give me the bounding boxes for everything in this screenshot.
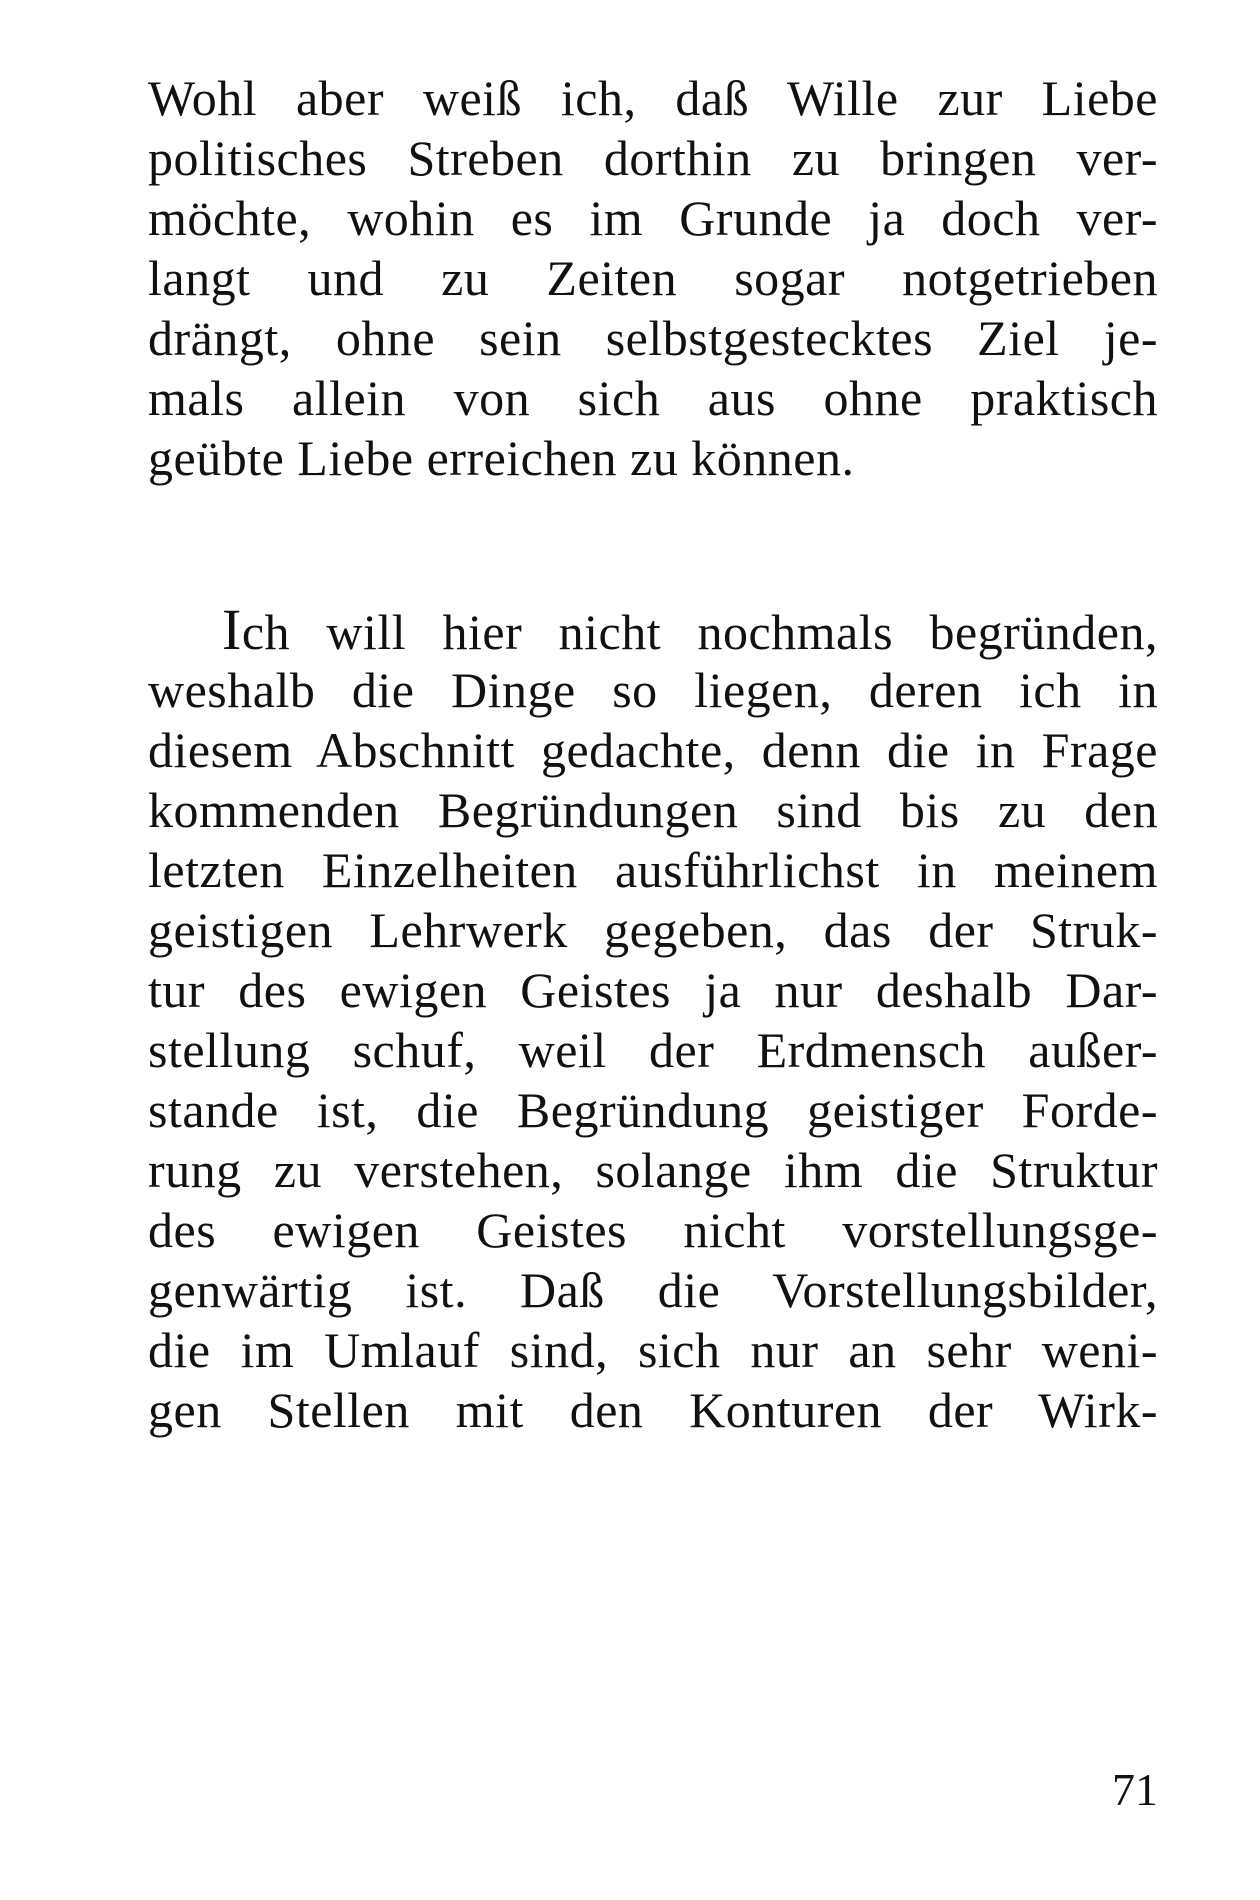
text-line: mals allein von sich aus ohne praktisch bbox=[148, 370, 1158, 426]
text-line-rest: ch will hier nicht nochmals begründen, bbox=[241, 604, 1158, 660]
text-line: geistigen Lehrwerk gegeben, das der Struk- bbox=[148, 902, 1158, 958]
text-line: tur des ewigen Geistes ja nur deshalb Dar- bbox=[148, 962, 1158, 1018]
initial-letter: I bbox=[222, 597, 242, 662]
text-line: diesem Abschnitt gedachte, denn die in Frage bbox=[148, 722, 1158, 778]
text-line: weshalb die Dinge so liegen, deren ich in bbox=[148, 662, 1158, 718]
text-line: langt und zu Zeiten sogar notgetrieben bbox=[148, 250, 1158, 306]
text-line: die im Umlauf sind, sich nur an sehr weni- bbox=[148, 1322, 1158, 1378]
text-line: drängt, ohne sein selbstgestecktes Ziel je- bbox=[148, 310, 1158, 366]
text-line: möchte, wohin es im Grunde ja doch ver- bbox=[148, 190, 1158, 246]
text-line: rung zu verstehen, solange ihm die Struktur bbox=[148, 1142, 1158, 1198]
text-line: des ewigen Geistes nicht vorstellungsge- bbox=[148, 1202, 1158, 1258]
text-line: geübte Liebe erreichen zu können. bbox=[148, 430, 855, 486]
text-line: gen Stellen mit den Konturen der Wirk- bbox=[148, 1382, 1158, 1438]
text-line: politisches Streben dorthin zu bringen ver- bbox=[148, 130, 1158, 186]
text-line: kommenden Begründungen sind bis zu den bbox=[148, 782, 1158, 838]
text-line: Wohl aber weiß ich, daß Wille zur Liebe bbox=[148, 70, 1158, 126]
text-line: genwärtig ist. Daß die Vorstellungsbilder, bbox=[148, 1262, 1158, 1318]
text-line: letzten Einzelheiten ausführlichst in meinem bbox=[148, 842, 1158, 898]
text-line: stande ist, die Begründung geistiger Forde- bbox=[148, 1082, 1158, 1138]
text-line: stellung schuf, weil der Erdmensch außer- bbox=[148, 1022, 1158, 1078]
page-number: 71 bbox=[1112, 1764, 1158, 1815]
